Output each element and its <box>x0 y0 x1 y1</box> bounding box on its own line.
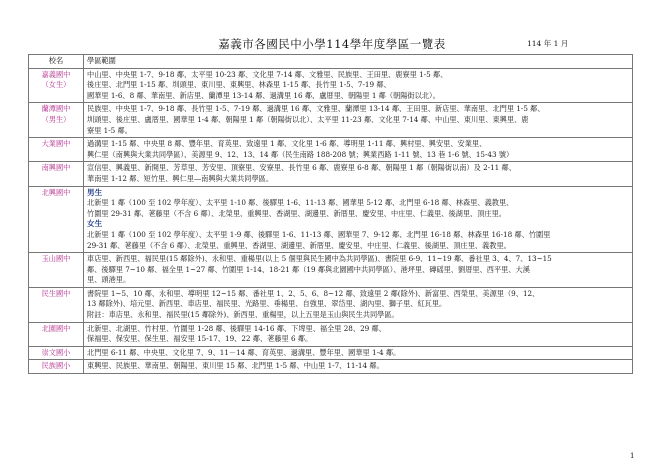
school-name: 蘭潭國中 <box>41 104 71 114</box>
school-name: 大業國中 <box>41 139 71 149</box>
district-range-cell <box>84 253 633 288</box>
table-row <box>29 186 633 253</box>
range-line: 保福里、保安里、保生里、福安里 15-17、19、22 鄰、荖藤里 6 鄰。 <box>87 334 313 344</box>
table-header-row <box>29 55 633 69</box>
district-range-cell <box>84 360 633 374</box>
school-name-cell <box>29 360 84 374</box>
school-name: 民生國中 <box>41 288 71 298</box>
school-name: 崇文國小 <box>41 347 71 357</box>
district-range-cell <box>84 162 633 186</box>
range-line: 過溝里 1-15 鄰、中央里 8 鄰、豐年里、育英里、致遠里 1 鄰、文化里 1-6 鄰、導明里 1-11 鄰、興村里、興安里、安業里、 <box>87 139 487 149</box>
range-line: 車店里、新西里、福民里(15 鄰除外)、永和里、重楊里(以上 5 個里與民生國中為共同學區)、書院里 6-9、11~19 鄰、番社里 3、4、7、13~15 <box>87 254 552 264</box>
range-line: 寮里 1-5 鄰。 <box>87 125 132 135</box>
range-line: 附註：車店里、永和里、福民里(15 鄰除外)、新西里、重楊里，以上五里是玉山與民生共同學區。 <box>87 310 399 320</box>
range-line: 華南里 1-12 鄰、短竹里、興仁里—南興與大業共同學區。 <box>87 173 274 183</box>
range-line: 後庄里、北門里 1-15 鄰、圳頭里、東川里、東興里、林森里 1-15 鄰、長竹里 1-5、7-19 鄰、 <box>87 80 391 90</box>
district-range-cell <box>84 186 633 253</box>
school-name: （男生） <box>41 114 71 124</box>
district-range-cell <box>84 322 633 346</box>
range-line: 北新里 1 鄰（100 至 102 學年度）、太平里 1-10 鄰、後驛里 1-6、11-13 鄰、國華里 5-12 鄰、北門里 6-18 鄰、林森里、義教里、 <box>87 198 514 208</box>
range-line: 竹圍里 29-31 鄰、荖藤里（不含 6 鄰）、北榮里、重興里、香湖里、湖邊里、新厝里、慶安里、中庄里、仁義里、後湖里、頂庄里。 <box>87 208 506 218</box>
school-name: （女生） <box>41 80 71 90</box>
school-name: 南興國中 <box>41 163 71 173</box>
range-line: 宣信里、興義里、新開里、芳草里、芳安里、頂寮里、安寮里、長竹里 6 鄰、鹿寮里 6-8 鄰、朝陽里 1 鄰（朝陽街以南）及 2-11 鄰、 <box>87 163 516 173</box>
page-number: 1 <box>630 452 635 460</box>
school-name-cell <box>29 253 84 288</box>
table-row <box>29 322 633 346</box>
header-school: 校名 <box>29 55 84 69</box>
school-name: 北興國中 <box>41 187 71 197</box>
range-line: 民族里、中央里 1-7、9-18 鄰、長竹里 1-5、7-19 鄰、過溝里 16 鄰、文雅里、蘭潭里 13-14 鄰、王田里、新店里、華南里、北門里 1-5 鄰、 <box>87 104 545 114</box>
district-table-body <box>29 55 633 374</box>
table-row <box>29 162 633 186</box>
header-range: 學區範圍 <box>84 55 633 69</box>
school-name-cell <box>29 68 84 103</box>
date-label: 114 年 1 月 <box>527 39 569 48</box>
school-name: 民族國小 <box>41 361 71 371</box>
range-line: 鄰、後驛里 7~10 鄰、福全里 1~27 鄰、竹圍里 1-14、18-21 鄰（19 鄰與北園國中共同學區）、港坪里、磚磘里、劉厝里、西平里、大溪 <box>87 264 530 274</box>
school-name-cell <box>29 287 84 322</box>
district-range-cell <box>84 287 633 322</box>
range-line: 北新里 1 鄰（100 至 102 學年度）、太平里 1-9 鄰、後驛里 1-6、11-13 鄰、國華里 7、9-12 鄰、北門里 16-18 鄰、林森里 16-18 鄰、竹圍里 <box>87 229 551 239</box>
school-name-cell <box>29 346 84 360</box>
range-line: 東興里、民族里、華南里、朝陽里、東川里 15 鄰、北門里 1-5 鄰、中山里 1-7、11-14 鄰。 <box>87 361 384 371</box>
gender-label: 女生 <box>87 219 103 229</box>
range-line: 北新里、北湖里、竹村里、竹圍里 1-28 鄰、後驛里 14-16 鄰、下埤里、福全里 28、29 鄰、 <box>87 323 386 333</box>
school-name: 玉山國中 <box>41 254 71 264</box>
range-line: 圳頭里、後庄里、盧厝里、國華里 1-4 鄰、朝陽里 1 鄰（朝陽街以北）、太平里 11-23 鄰、文化里 7-14 鄰、中山里、東川里、東興里、鹿 <box>87 114 529 124</box>
district-range-cell <box>84 138 633 162</box>
range-line: 國華里 1-6、8 鄰、華南里、新店里、蘭潭里 13-14 鄰、過溝里 16 鄰、盧厝里、朝陽里 1 鄰（朝陽街以北）。 <box>87 90 440 100</box>
table-row <box>29 103 633 138</box>
table-row <box>29 360 633 374</box>
gender-label: 男生 <box>87 187 103 197</box>
district-table <box>28 54 633 374</box>
school-name-cell <box>29 322 84 346</box>
school-name-cell <box>29 138 84 162</box>
range-line: 29-31 鄰、荖藤里（不含 6 鄰）、北榮里、重興里、香湖里、湖邊里、新厝里、慶安里、中庄里、仁義里、後湖里、頂庄里、義教里。 <box>87 240 511 250</box>
table-row <box>29 287 633 322</box>
school-name-cell <box>29 186 84 253</box>
range-line: 中山里、中央里 1-7、9-18 鄰、太平里 10-23 鄰、文化里 7-14 鄰、文雅里、民族里、王田里、鹿寮里 1-5 鄰、 <box>87 69 448 79</box>
school-name: 北園國中 <box>41 323 71 333</box>
district-range-cell <box>84 346 633 360</box>
range-line: 北門里 6-11 鄰、中央里、文化里 7、9、11－14 鄰、育英里、過溝里、豐年里、國華里 1-4 鄰。 <box>87 347 401 357</box>
range-line: 書院里 1~5、10 鄰、永和里、導明里 12~15 鄰、番社里 1、2、5、6、8~12 鄰、致遠里 2 鄰(除外)、新富里、西榮里、美源里（9、12、 <box>87 288 540 298</box>
table-row <box>29 346 633 360</box>
school-name-cell <box>29 103 84 138</box>
range-line: 興仁里（南興與大業共同學區）、美源里 9、12、13、14 鄰（民生南路 188-208 號；興業西路 1-11 號、13 巷 1-6 號、15-43 號） <box>87 149 514 159</box>
table-row <box>29 68 633 103</box>
table-row <box>29 138 633 162</box>
range-line: 13 鄰除外)、培元里、新西里、車店里、福民里、光路里、垂楊里、自強里、翠岱里、湖內里、獅子里、紅瓦里。 <box>87 299 447 309</box>
table-row <box>29 253 633 288</box>
page-title: 嘉義市各國民中小學114學年度學區一覽表 <box>218 37 446 51</box>
school-name-cell <box>29 162 84 186</box>
district-range-cell <box>84 103 633 138</box>
range-line: 里、頭港里。 <box>87 275 131 285</box>
school-name: 嘉義國中 <box>41 69 71 79</box>
district-range-cell <box>84 68 633 103</box>
